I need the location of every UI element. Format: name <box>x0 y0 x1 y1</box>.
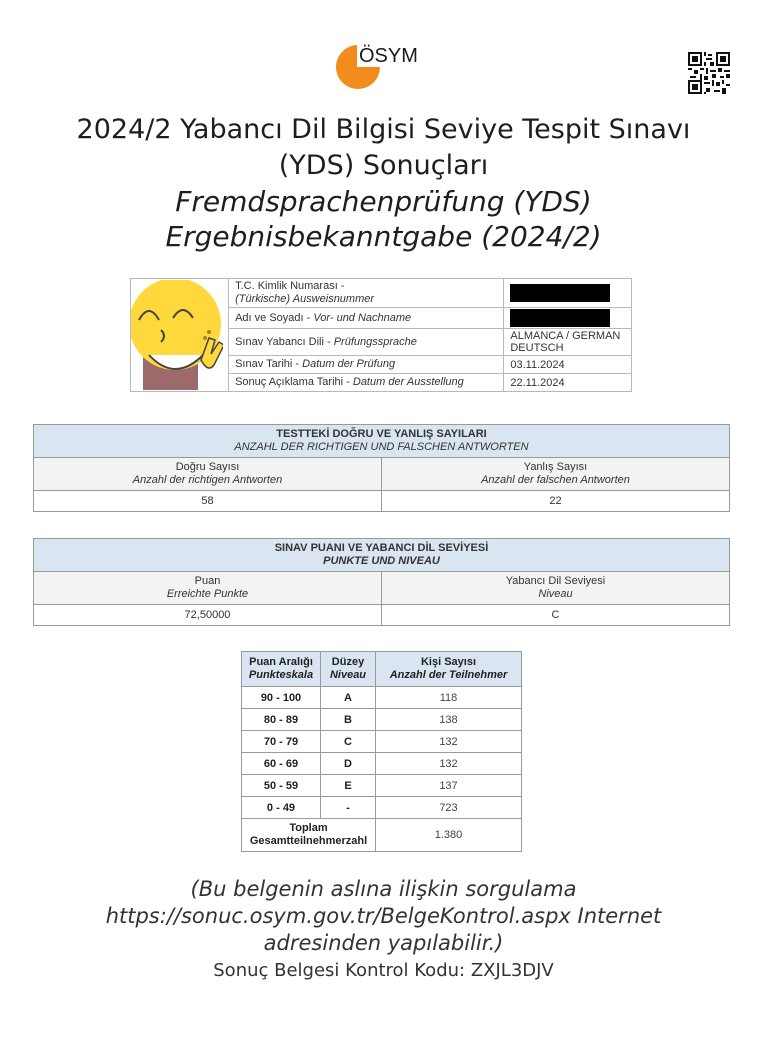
footer-line3: adresinden yapılabilir.) <box>263 931 504 955</box>
score-header: SINAV PUANI VE YABANCI DİL SEVİYESİ PUNKTE UND NIVEAU <box>34 539 730 572</box>
info-label: T.C. Kimlik Numarası - (Türkische) Ausweisnummer <box>229 279 504 308</box>
emoji-sticker-icon <box>131 280 223 390</box>
total-row: Toplam Gesamtteilnehmerzahl 1.380 <box>242 819 522 852</box>
title-de-line2: Ergebnisbekanntgabe (2024/2) <box>165 220 602 253</box>
info-row-id <box>131 279 632 308</box>
correct-label: Doğru Sayısı Anzahl der richtigen Antworten <box>34 458 382 491</box>
id-value-redacted <box>504 279 632 308</box>
points-label: Puan Erreichte Punkte <box>34 572 382 605</box>
verification-link[interactable]: https://sonuc.osym.gov.tr/BelgeKontrol.aspx Internet <box>105 904 662 928</box>
name-value-redacted <box>504 308 632 329</box>
correct-count: 58 <box>34 491 382 512</box>
candidate-info-table <box>130 278 632 392</box>
total-count: 1.380 <box>376 819 522 852</box>
table-row: 80 - 89 B 138 <box>242 709 522 731</box>
table-row: 60 - 69 D 132 <box>242 753 522 775</box>
table-row: 50 - 59 E 137 <box>242 775 522 797</box>
info-label: Sınav Yabancı Dili - Prüfungssprache <box>229 329 504 356</box>
title-tr-line2: (YDS) Sonuçları <box>278 150 489 181</box>
level-label: Yabancı Dil Seviyesi Niveau <box>382 572 730 605</box>
wrong-count: 22 <box>382 491 730 512</box>
candidate-photo <box>131 279 229 392</box>
distribution-header: Puan Aralığı Punkteskala Düzey Niveau Kişi Sayısı Anzahl der Teilnehmer <box>242 652 522 687</box>
document-title <box>20 112 747 254</box>
wrong-label: Yanlış Sayısı Anzahl der falschen Antworten <box>382 458 730 491</box>
table-row: 70 - 79 C 132 <box>242 731 522 753</box>
qr-code <box>688 52 730 94</box>
exam-date-value: 03.11.2024 <box>504 356 632 374</box>
level-value: C <box>382 605 730 626</box>
title-tr-line1: 2024/2 Yabancı Dil Bilgisi Seviye Tespit Sınavı <box>76 114 691 145</box>
points-value: 72,50000 <box>34 605 382 626</box>
title-de-line1: Fremdsprachenprüfung (YDS) <box>175 185 592 218</box>
result-date-value: 22.11.2024 <box>504 374 632 392</box>
answers-header: TESTTEKİ DOĞRU VE YANLIŞ SAYILARI ANZAHL DER RICHTIGEN UND FALSCHEN ANTWORTEN <box>34 425 730 458</box>
control-code: Sonuç Belgesi Kontrol Kodu: ZXJL3DJV <box>213 960 554 981</box>
language-value: ALMANCA / GERMAN DEUTSCH <box>504 329 632 356</box>
info-label: Sınav Tarihi - Datum der Prüfung <box>229 356 504 374</box>
distribution-table <box>241 651 522 852</box>
info-label: Adı ve Soyadı - Vor- und Nachname <box>229 308 504 329</box>
footer-line1: (Bu belgenin aslına ilişkin sorgulama <box>190 877 577 901</box>
info-label: Sonuç Açıklama Tarihi - Datum der Ausstellung <box>229 374 504 392</box>
answers-table <box>33 424 730 512</box>
score-table <box>33 538 730 626</box>
footer-note <box>40 876 727 984</box>
table-row: 90 - 100 A 118 <box>242 687 522 709</box>
table-row: 0 - 49 - 723 <box>242 797 522 819</box>
osym-logo <box>334 42 434 92</box>
logo-text: ÖSYM <box>359 45 418 67</box>
